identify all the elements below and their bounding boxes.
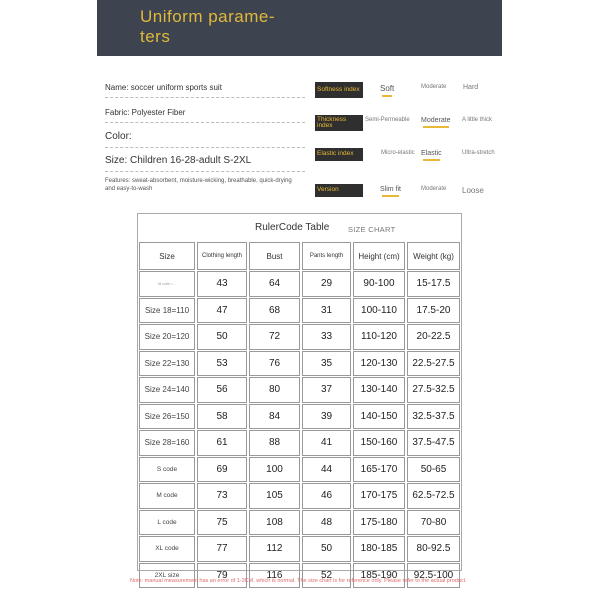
- size-cell: Size 28=160: [139, 430, 195, 456]
- bust-cell: 88: [249, 430, 300, 456]
- attribute-option: Ultra-stretch: [462, 150, 495, 156]
- attribute-option: Hard: [463, 84, 479, 91]
- clothing-length-cell: 77: [197, 536, 247, 562]
- size-cell: Size 22=130: [139, 351, 195, 377]
- clothing-length-cell: 69: [197, 457, 247, 483]
- height-cell: 185-190: [353, 563, 405, 589]
- weight-cell: 70-80: [407, 510, 460, 536]
- bust-cell: 108: [249, 510, 300, 536]
- pants-length-cell: 31: [302, 298, 351, 324]
- weight-cell: 80-92.5: [407, 536, 460, 562]
- size-cell: 2XL size: [139, 563, 195, 589]
- clothing-length-header: Clothing length: [197, 242, 247, 270]
- product-name: Name: soccer uniform sports suit: [105, 83, 222, 92]
- clothing-length-cell: 79: [197, 563, 247, 589]
- height-cell: 140-150: [353, 404, 405, 430]
- size-cell: Size 20=120: [139, 324, 195, 350]
- height-cell: 130-140: [353, 377, 405, 403]
- weight-cell: 92.5-100: [407, 563, 460, 589]
- divider: [105, 122, 305, 123]
- attribute-label: Thickness index: [315, 115, 363, 131]
- measurement-note: Note: manual measurement has an error of 1-3CM, which is normal. The size chart is for reference only. Please refer to the actual product.: [130, 578, 467, 584]
- weight-cell: 17.5-20: [407, 298, 460, 324]
- product-color: Color:: [105, 131, 132, 142]
- size-cell: 16 code = ...: [139, 271, 195, 297]
- height-header: Height (cm): [353, 242, 405, 270]
- size-cell: L code: [139, 510, 195, 536]
- pants-length-header: Pants length: [302, 242, 351, 270]
- bust-cell: 68: [249, 298, 300, 324]
- attribute-label: Version: [315, 184, 363, 197]
- weight-header: Weight (kg): [407, 242, 460, 270]
- attribute-option-selected: Elastic: [421, 150, 442, 157]
- pants-length-cell: 29: [302, 271, 351, 297]
- size-header: Size: [139, 242, 195, 270]
- product-fabric: Fabric: Polyester Fiber: [105, 108, 186, 117]
- divider: [105, 97, 305, 98]
- chart-title: RulerCode Table: [255, 222, 330, 233]
- clothing-length-cell: 50: [197, 324, 247, 350]
- attribute-label: Softness index: [315, 82, 363, 98]
- chart-subtitle: SIZE CHART: [348, 225, 396, 234]
- attribute-option: Moderate: [421, 84, 447, 90]
- product-features: Features: sweat-absorbent, moisture-wicking, breathable, quick-drying and easy-to-wash: [105, 178, 292, 192]
- divider: [105, 171, 305, 172]
- height-cell: 120-130: [353, 351, 405, 377]
- bust-cell: 112: [249, 536, 300, 562]
- clothing-length-cell: 43: [197, 271, 247, 297]
- pants-length-cell: 48: [302, 510, 351, 536]
- size-cell: XL code: [139, 536, 195, 562]
- weight-cell: 50-65: [407, 457, 460, 483]
- clothing-length-cell: 58: [197, 404, 247, 430]
- page-title: Uniform parame- ters: [140, 7, 276, 46]
- height-cell: 150-160: [353, 430, 405, 456]
- height-cell: 110-120: [353, 324, 405, 350]
- weight-cell: 37.5-47.5: [407, 430, 460, 456]
- clothing-length-cell: 56: [197, 377, 247, 403]
- attribute-option-selected: Moderate: [421, 117, 451, 124]
- weight-cell: 22.5-27.5: [407, 351, 460, 377]
- size-cell: S code: [139, 457, 195, 483]
- bust-cell: 105: [249, 483, 300, 509]
- weight-cell: 27.5-32.5: [407, 377, 460, 403]
- pants-length-cell: 37: [302, 377, 351, 403]
- clothing-length-cell: 53: [197, 351, 247, 377]
- pants-length-cell: 35: [302, 351, 351, 377]
- size-cell: Size 26=150: [139, 404, 195, 430]
- size-cell: Size 24=140: [139, 377, 195, 403]
- attribute-option: Micro-elastic: [381, 150, 415, 156]
- pants-length-cell: 46: [302, 483, 351, 509]
- size-cell: M code: [139, 483, 195, 509]
- divider: [105, 147, 305, 148]
- height-cell: 170-175: [353, 483, 405, 509]
- height-cell: 165-170: [353, 457, 405, 483]
- pants-length-cell: 41: [302, 430, 351, 456]
- bust-cell: 76: [249, 351, 300, 377]
- bust-cell: 80: [249, 377, 300, 403]
- attribute-option-selected: Soft: [380, 84, 395, 93]
- pants-length-cell: 39: [302, 404, 351, 430]
- bust-cell: 84: [249, 404, 300, 430]
- weight-cell: 32.5-37.5: [407, 404, 460, 430]
- attribute-label: Elastic index: [315, 148, 363, 161]
- height-cell: 180-185: [353, 536, 405, 562]
- size-cell: Size 18=110: [139, 298, 195, 324]
- pants-length-cell: 33: [302, 324, 351, 350]
- bust-header: Bust: [249, 242, 300, 270]
- bust-cell: 64: [249, 271, 300, 297]
- clothing-length-cell: 47: [197, 298, 247, 324]
- clothing-length-cell: 73: [197, 483, 247, 509]
- clothing-length-cell: 75: [197, 510, 247, 536]
- height-cell: 175-180: [353, 510, 405, 536]
- height-cell: 100-110: [353, 298, 405, 324]
- pants-length-cell: 44: [302, 457, 351, 483]
- attribute-option-selected: Slim fit: [380, 186, 401, 193]
- bust-cell: 72: [249, 324, 300, 350]
- weight-cell: 15-17.5: [407, 271, 460, 297]
- attribute-option: Loose: [462, 186, 484, 195]
- product-size: Size: Children 16-28-adult S-2XL: [105, 155, 252, 166]
- bust-cell: 100: [249, 457, 300, 483]
- attribute-option: Semi-Permeable: [365, 117, 410, 123]
- clothing-length-cell: 61: [197, 430, 247, 456]
- weight-cell: 20-22.5: [407, 324, 460, 350]
- attribute-option: A little thick: [462, 117, 493, 123]
- height-cell: 90-100: [353, 271, 405, 297]
- attribute-option: Moderate: [421, 186, 447, 192]
- weight-cell: 62.5-72.5: [407, 483, 460, 509]
- bust-cell: 116: [249, 563, 300, 589]
- pants-length-cell: 50: [302, 536, 351, 562]
- pants-length-cell: 52: [302, 563, 351, 589]
